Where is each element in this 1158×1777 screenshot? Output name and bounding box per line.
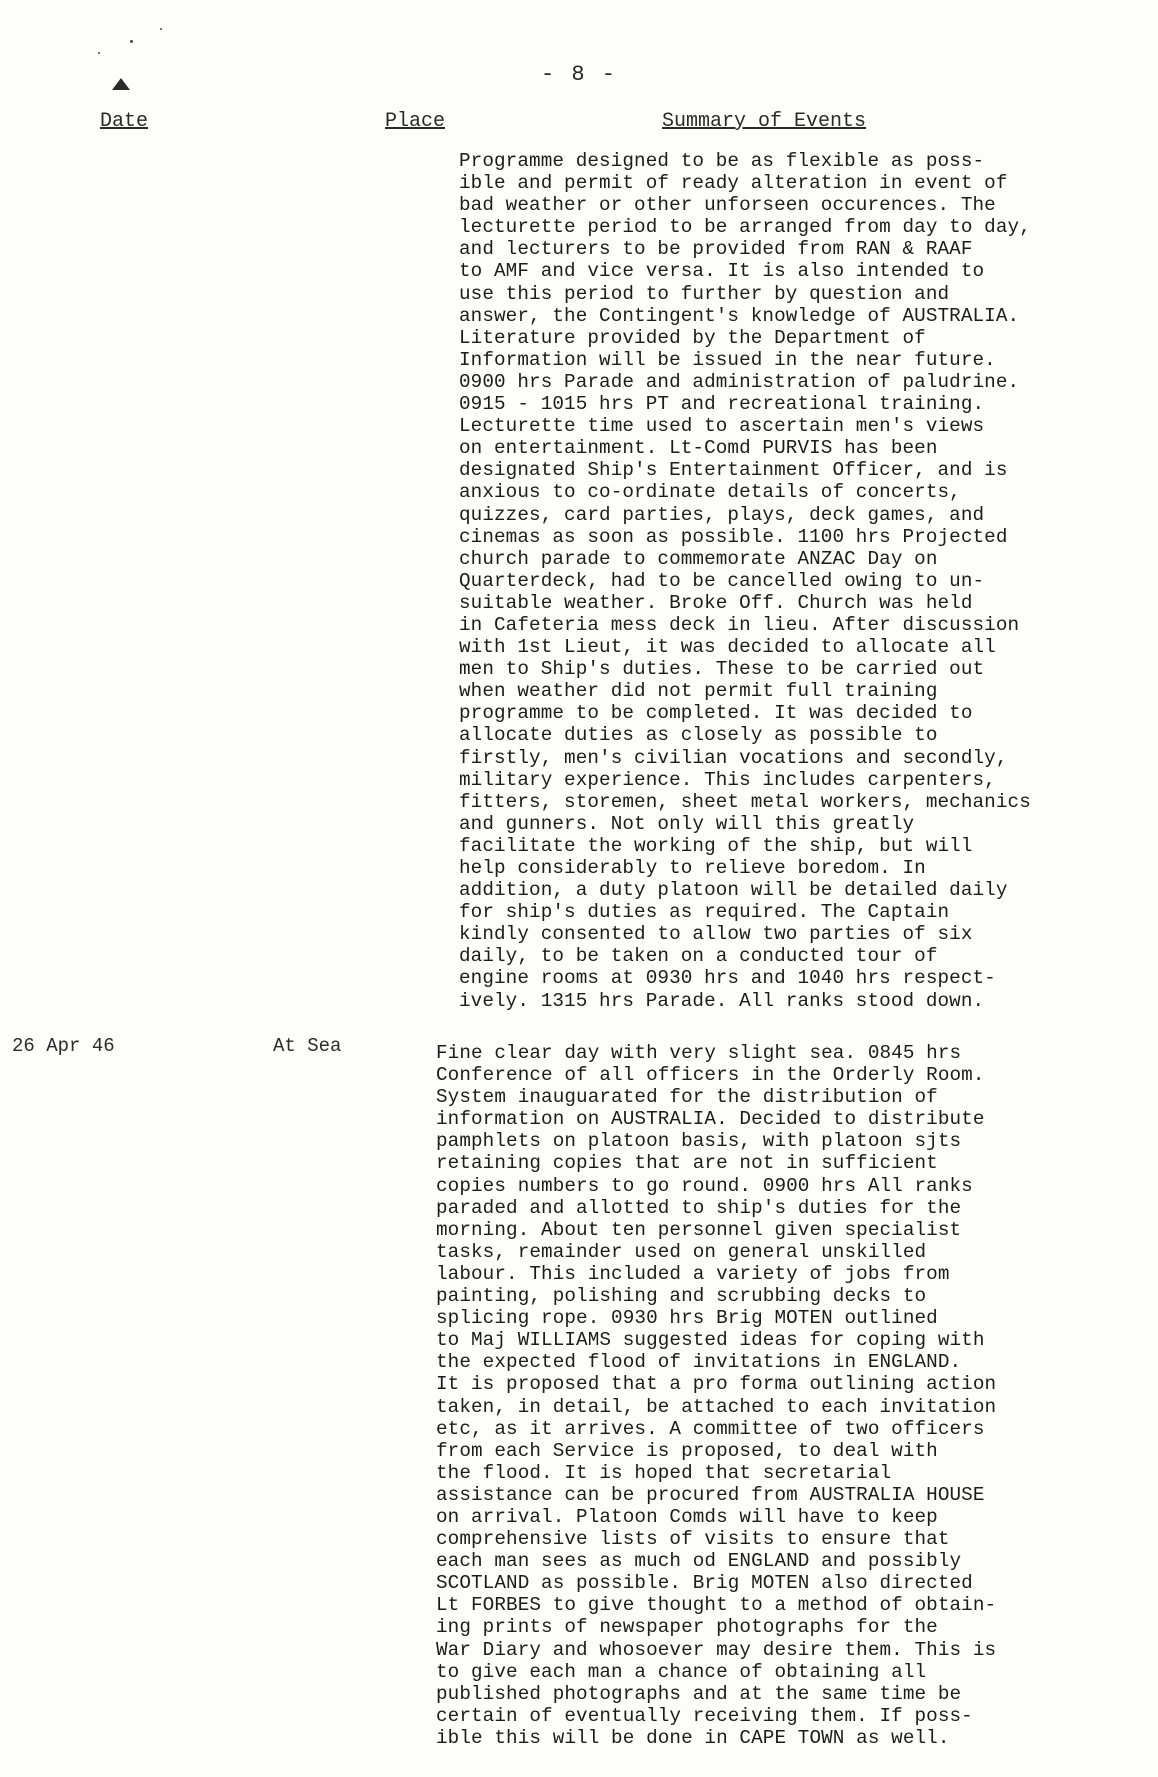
column-header-date: Date [100, 110, 149, 133]
page-number: - 8 - [540, 62, 617, 87]
speck-mark-icon [98, 52, 100, 54]
column-header-summary: Summary of Events [662, 110, 867, 133]
speck-mark-icon [130, 40, 133, 43]
summary-entry-text: Programme designed to be as flexible as poss- ible and permit of ready alteration in event of bad weather or other unforseen occurences. The lecturette period to be arranged from day to day, and lecturers to be provided from RAN & RAAF to AMF and vice versa. It is also intended to use this period to further by question and answer, the Contingent's knowledge of AUSTRALIA. Literature provided by the Department of Information will be issued in the near future. 0900 hrs Parade and administration of paludrine. 0915 - 1015 hrs PT and recreational training. Lecturette time used to ascertain men's views on entertainment. Lt-Comd PURVIS has been designated Ship's Entertainment Officer, and is anxious to co-ordinate details of concerts, quizzes, card parties, plays, deck games, and cinemas as soon as possible. 1100 hrs Projected church parade to commemorate ANZAC Day on Quarterdeck, had to be cancelled owing to un- suitable weather. Broke Off. Church was held in Cafeteria mess deck in lieu. After discussion with 1st Lieut, it was decided to allocate all men to Ship's duties. These to be carried out when weather did not permit full training programme to be completed. It was decided to allocate duties as closely as possible to firstly, men's civilian vocations and secondly, military experience. This includes carpenters, fitters, storemen, sheet metal workers, mechanics and gunners. Not only will this greatly facilitate the working of the ship, but will help considerably to relieve boredom. In addition, a duty platoon will be detailed daily for ship's duties as required. The Captain kindly consented to allow two parties of six daily, to be taken on a conducted tour of engine rooms at 0930 hrs and 1040 hrs respect- ively. 1315 hrs Parade. All ranks stood down. [459, 150, 1031, 1012]
summary-entry-text: Fine clear day with very slight sea. 0845 hrs Conference of all officers in the Orderly Room. System inauguarated for the distribution of information on AUSTRALIA. Decided to distribute pamphlets on platoon basis, with platoon sjts retaining copies that are not in sufficient copies numbers to go round. 0900 hrs All ranks paraded and allotted to ship's duties for the morning. About ten personnel given specialist tasks, remainder used on general unskilled labour. This included a variety of jobs from painting, polishing and scrubbing decks to splicing rope. 0930 hrs Brig MOTEN outlined to Maj WILLIAMS suggested ideas for coping with the expected flood of invitations in ENGLAND. It is proposed that a pro forma outlining action taken, in detail, be attached to each invitation etc, as it arrives. A committee of two officers from each Service is proposed, to deal with the flood. It is hoped that secretarial assistance can be procured from AUSTRALIA HOUSE on arrival. Platoon Comds will have to keep comprehensive lists of visits to ensure that each man sees as much od ENGLAND and possibly SCOTLAND as possible. Brig MOTEN also directed Lt FORBES to give thought to a method of obtain- ing prints of newspaper photographs for the War Diary and whosoever may desire them. This is to give each man a chance of obtaining all published photographs and at the same time be certain of eventually receiving them. If poss- ible this will be done in CAPE TOWN as well. [436, 1042, 997, 1749]
column-header-place: Place [385, 110, 446, 133]
entry-date: 26 Apr 46 [12, 1035, 115, 1057]
entry-place: At Sea [273, 1035, 342, 1057]
speck-mark-icon [160, 28, 162, 30]
